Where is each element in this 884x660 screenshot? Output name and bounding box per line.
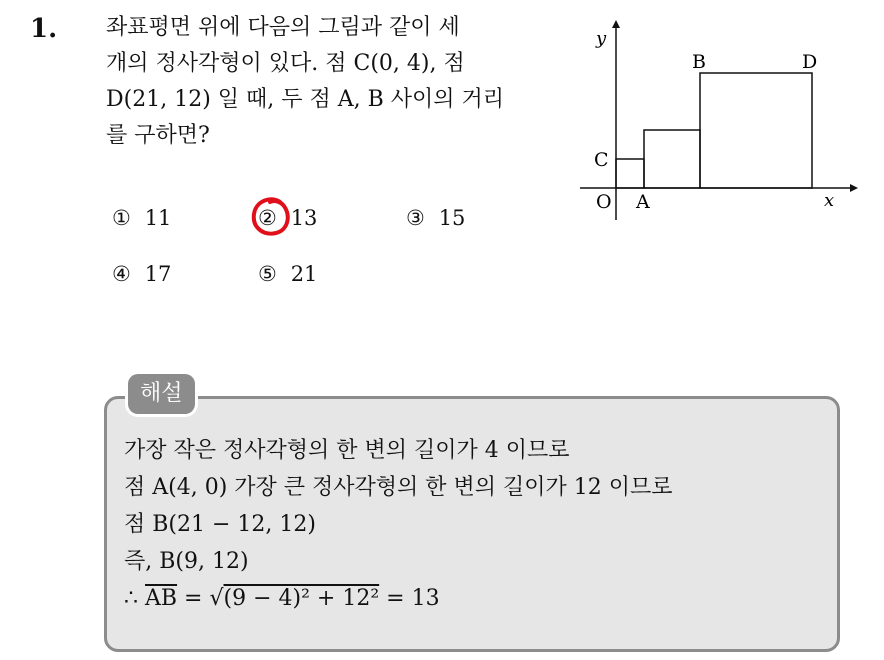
small-square — [616, 159, 644, 188]
equals-sign: = — [177, 586, 210, 611]
solution-line-5 — [124, 580, 673, 617]
point-c-label: C — [594, 149, 609, 171]
choice-value: 17 — [144, 262, 172, 286]
point-b-label: B — [692, 51, 706, 73]
choice-4[interactable] — [112, 262, 171, 286]
radical-sign: √ — [209, 586, 224, 611]
choice-5[interactable] — [258, 262, 317, 286]
therefore-symbol: ∴ — [124, 586, 145, 611]
choice-3[interactable] — [406, 206, 465, 230]
x-axis-arrow — [850, 184, 858, 192]
large-square — [700, 73, 812, 188]
choice-mark: ③ — [406, 206, 425, 230]
question-line: 개의 정사각형이 있다. 점 C(0, 4), 점 — [106, 51, 465, 76]
choice-mark: ⑤ — [258, 262, 277, 286]
answer-circle-mark — [250, 196, 292, 238]
choice-mark: ④ — [112, 262, 131, 286]
solution-badge: 해설 — [128, 374, 195, 414]
question-line: D(21, 12) 일 때, 두 점 A, B 사이의 거리 — [106, 87, 505, 112]
point-d-label: D — [802, 51, 818, 73]
coordinate-figure — [572, 20, 862, 220]
choice-value: 11 — [144, 206, 172, 230]
medium-square — [644, 130, 700, 188]
question-text — [106, 10, 556, 154]
choice-value: 15 — [438, 206, 466, 230]
question-number: 1. — [30, 14, 58, 44]
y-axis-arrow — [612, 20, 620, 28]
solution-text — [124, 432, 673, 617]
segment-ab: $\overline{AB}$ — [145, 586, 178, 611]
question-line: 좌표평면 위에 다음의 그림과 같이 세 — [106, 15, 460, 40]
point-a-label: A — [636, 191, 650, 213]
choice-mark: ② — [258, 206, 277, 230]
y-axis-label: y — [596, 28, 607, 49]
result: = 13 — [379, 586, 440, 611]
solution-line-1: 가장 작은 정사각형의 한 변의 길이가 4 이므로 — [124, 438, 570, 463]
choice-1[interactable] — [112, 206, 171, 230]
x-axis-label: x — [824, 190, 835, 211]
choice-mark: ① — [112, 206, 131, 230]
origin-label: O — [596, 191, 612, 213]
solution-line-4: 즉, B(9, 12) — [124, 549, 249, 574]
question-line: 를 구하면? — [106, 123, 210, 148]
choice-value: 13 — [290, 206, 318, 230]
choice-value: 21 — [290, 262, 318, 286]
solution-line-3: 점 B(21 − 12, 12) — [124, 512, 316, 537]
square-root — [209, 580, 379, 617]
radicand: (9 − 4)² + 12² — [223, 586, 380, 611]
solution-line-2: 점 A(4, 0) 가장 큰 정사각형의 한 변의 길이가 12 이므로 — [124, 475, 673, 500]
